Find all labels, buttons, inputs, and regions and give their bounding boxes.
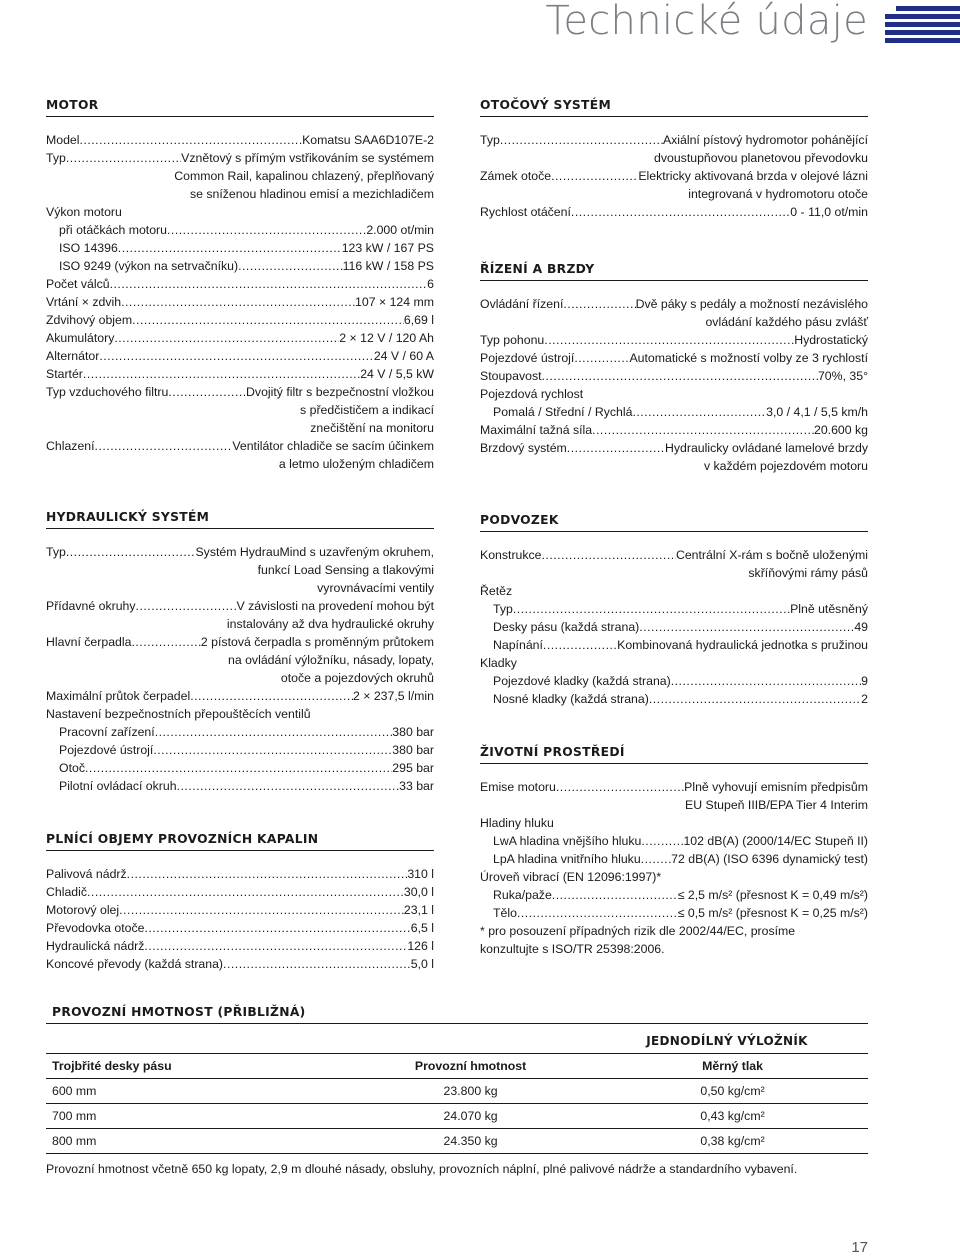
brand-stripes-logo: [885, 6, 960, 46]
table-cell: 23.800 kg: [344, 1079, 597, 1104]
spec-label: při otáčkách motoru: [59, 223, 167, 237]
table-cell: 24.070 kg: [344, 1104, 597, 1129]
spec-value: 2 pístová čerpadla s proměnným průtokem: [200, 635, 434, 649]
spec-row: [480, 636, 868, 654]
spec-label: Typ pohonu: [480, 333, 545, 347]
spec-row: [480, 690, 868, 708]
spec-label: Koncové převody (každá strana): [46, 957, 224, 971]
spec-label: Napínání: [493, 638, 543, 652]
dot-leader: [85, 759, 392, 777]
spec-row: [46, 777, 434, 795]
spec-label: Typ: [480, 133, 500, 147]
spec-value-continuation: instalovány až dva hydraulické okruhy: [226, 617, 434, 631]
weight-table: [46, 1054, 868, 1154]
spec-label: Pracovní zařízení: [59, 725, 155, 739]
spec-value: Plně vyhovují emisním předpisům: [684, 780, 868, 794]
spec-value-continuation: vyrovnávacími ventily: [317, 581, 434, 595]
dot-leader: [95, 437, 233, 455]
spec-value-continuation: znečištění na monitoru: [310, 421, 434, 435]
spec-value-continuation: a letmo uloženým chladičem: [278, 457, 434, 471]
spec-value: Plně utěsněný: [790, 602, 868, 616]
spec-value-continuation: se sníženou hladinou emisí a mezichladičem: [189, 187, 434, 201]
spec-value: 33 bar: [399, 779, 434, 793]
dot-leader: [238, 257, 343, 275]
dot-leader: [517, 904, 678, 922]
spec-value: 24 V / 5,5 kW: [360, 367, 434, 381]
spec-row: [46, 347, 434, 365]
section-steering-brakes: [480, 262, 868, 475]
table-row: [46, 1129, 868, 1154]
spec-row: [46, 865, 434, 883]
spec-row: [480, 295, 868, 313]
spec-label: Chladič: [46, 885, 88, 899]
section-swing-system: [480, 98, 868, 221]
section-title: PLNÍCÍ OBJEMY PROVOZNÍCH KAPALIN: [46, 832, 434, 851]
spec-subheading: * pro posouzení případných rizik dle 2002/44/EC, prosíme: [480, 924, 796, 938]
section-motor: [46, 98, 434, 473]
spec-label: Převodovka otoče: [46, 921, 145, 935]
spec-label: Alternátor: [46, 349, 100, 363]
dot-leader: [649, 690, 861, 708]
section-operating-weight: [46, 1005, 868, 1178]
spec-label: Pojezdové ústrojí: [59, 743, 154, 757]
spec-value: 23,1 l: [403, 903, 434, 917]
spec-label: Akumulátory: [46, 331, 115, 345]
dot-leader: [66, 149, 181, 167]
spec-row: [480, 439, 868, 457]
section-title: OTOČOVÝ SYSTÉM: [480, 98, 868, 117]
spec-row: [46, 293, 434, 311]
page-number: 17: [851, 1239, 868, 1256]
spec-label: Tělo: [493, 906, 517, 920]
section-title: HYDRAULICKÝ SYSTÉM: [46, 510, 434, 529]
boom-header: JEDNODÍLNÝ VÝLOŽNÍK: [46, 1034, 868, 1054]
spec-value-continuation: s předčističem a indikací: [300, 403, 434, 417]
spec-label: Přídavné okruhy: [46, 599, 136, 613]
spec-subheading: Hladiny hluku: [480, 816, 554, 830]
dot-leader: [544, 331, 794, 349]
spec-row: [46, 955, 434, 973]
dot-leader: [567, 439, 665, 457]
spec-label: LpA hladina vnitřního hluku: [493, 852, 641, 866]
column-header: Měrný tlak: [597, 1054, 868, 1079]
spec-subheading: konzultujte s ISO/TR 25398:2006.: [480, 942, 665, 956]
spec-value: 380 bar: [392, 743, 434, 757]
table-cell: 800 mm: [46, 1129, 344, 1154]
spec-row: [480, 167, 868, 185]
spec-row: [46, 919, 434, 937]
spec-label: Typ: [493, 602, 513, 616]
spec-subheading: Výkon motoru: [46, 205, 122, 219]
spec-value: Axiální pístový hydromotor pohánějící: [662, 133, 868, 147]
spec-row: [480, 203, 868, 221]
spec-label: Desky pásu (každá strana): [493, 620, 640, 634]
dot-leader: [177, 777, 400, 795]
spec-row: [46, 687, 434, 705]
table-cell: 0,50 kg/cm²: [597, 1079, 868, 1104]
spec-row: [480, 832, 868, 850]
spec-label: Počet válců: [46, 277, 110, 291]
spec-value: Dvě páky s pedály a možností nezávislého: [635, 297, 868, 311]
spec-value: Centrální X-rám s bočně uloženými: [675, 548, 868, 562]
dot-leader: [223, 955, 411, 973]
section-undercarriage: [480, 513, 868, 708]
spec-value: Kombinovaná hydraulická jednotka s pružinou: [617, 638, 868, 652]
dot-leader: [556, 778, 684, 796]
spec-row: [46, 633, 434, 651]
dot-leader: [99, 347, 374, 365]
table-cell: 24.350 kg: [344, 1129, 597, 1154]
dot-leader: [639, 618, 854, 636]
spec-subheading: Nastavení bezpečnostních přepouštěcích ventilů: [46, 707, 311, 721]
spec-row: [480, 850, 868, 868]
spec-label: Stoupavost: [480, 369, 542, 383]
spec-subheading: Kladky: [480, 656, 517, 670]
section-title: ŘÍZENÍ A BRZDY: [480, 262, 868, 281]
dot-leader: [671, 672, 861, 690]
spec-row: [46, 901, 434, 919]
spec-row: [46, 759, 434, 777]
spec-value: 0 - 11,0 ot/min: [790, 205, 868, 219]
spec-row: [480, 778, 868, 796]
spec-label: Model: [46, 133, 80, 147]
spec-value: Dvojitý filtr s bezpečnostní vložkou: [246, 385, 434, 399]
spec-subheading: Úroveň vibrací (EN 12096:1997)*: [480, 870, 662, 884]
dot-leader: [83, 365, 360, 383]
spec-value-continuation: dvoustupňovou planetovou převodovku: [654, 151, 868, 165]
spec-label: Pojezdové ústrojí: [480, 351, 575, 365]
spec-value-continuation: otoče a pojezdových okruhů: [280, 671, 434, 685]
dot-leader: [563, 295, 635, 313]
spec-value: 30,0 l: [403, 885, 434, 899]
spec-label: Ovládání řízení: [480, 297, 564, 311]
spec-row: [46, 741, 434, 759]
spec-row: [46, 597, 434, 615]
dot-leader: [114, 329, 339, 347]
spec-value: Hydraulicky ovládané lamelové brzdy: [665, 441, 868, 455]
spec-row: [480, 131, 868, 149]
spec-row: [46, 149, 434, 167]
table-cell: 0,38 kg/cm²: [597, 1129, 868, 1154]
section-fluid-capacities: [46, 832, 434, 973]
spec-value: 126 l: [407, 939, 434, 953]
spec-value-continuation: Common Rail, kapalinou chlazený, přeplňovaný: [174, 169, 434, 183]
dot-leader: [167, 221, 366, 239]
spec-row: [480, 904, 868, 922]
spec-subheading: Řetěz: [480, 584, 513, 598]
column-header: Provozní hmotnost: [344, 1054, 597, 1079]
spec-value: 9: [861, 674, 868, 688]
dot-leader: [500, 131, 663, 149]
spec-value-continuation: EU Stupeň IIIB/EPA Tier 4 Interim: [685, 798, 868, 812]
spec-value: 70%, 35°: [817, 369, 868, 383]
spec-label: Pomalá / Střední / Rychlá: [493, 405, 633, 419]
dot-leader: [66, 543, 196, 561]
spec-row: [46, 543, 434, 561]
spec-value: 72 dB(A) (ISO 6396 dynamický test): [671, 852, 868, 866]
spec-label: ISO 9249 (výkon na setrvačníku): [59, 259, 239, 273]
section-environment: [480, 745, 868, 958]
dot-leader: [144, 937, 407, 955]
table-row: [46, 1104, 868, 1129]
spec-row: [480, 403, 868, 421]
spec-value-continuation: funkcí Load Sensing a tlakovými: [257, 563, 434, 577]
spec-row: [480, 600, 868, 618]
spec-label: Pilotní ovládací okruh: [59, 779, 177, 793]
dot-leader: [131, 633, 200, 651]
dot-leader: [110, 275, 428, 293]
spec-value: 6: [427, 277, 434, 291]
table-cell: 600 mm: [46, 1079, 344, 1104]
spec-value-continuation: na ovládání výložníku, násady, lopaty,: [228, 653, 434, 667]
spec-label: LwA hladina vnějšího hluku: [493, 834, 642, 848]
section-title: MOTOR: [46, 98, 434, 117]
spec-value: 24 V / 60 A: [373, 349, 434, 363]
spec-value: Komatsu SAA6D107E-2: [302, 133, 434, 147]
spec-value: 380 bar: [392, 725, 434, 739]
spec-value: 295 bar: [392, 761, 434, 775]
spec-subheading: Pojezdová rychlost: [480, 387, 584, 401]
spec-value: 6,5 l: [410, 921, 434, 935]
spec-row: [480, 672, 868, 690]
spec-value: Elektricky aktivovaná brzda v olejové lázni: [638, 169, 868, 183]
spec-label: Hydraulická nádrž: [46, 939, 145, 953]
spec-value: 310 l: [407, 867, 434, 881]
dot-leader: [121, 293, 355, 311]
dot-leader: [551, 167, 638, 185]
spec-row: [480, 618, 868, 636]
spec-value: 2.000 ot/min: [366, 223, 434, 237]
dot-leader: [132, 311, 404, 329]
spec-label: Palivová nádrž: [46, 867, 127, 881]
spec-label: Hlavní čerpadla: [46, 635, 132, 649]
spec-row: [46, 275, 434, 293]
spec-value: 2: [861, 692, 868, 706]
spec-row: [46, 329, 434, 347]
dot-leader: [574, 349, 629, 367]
spec-label: Typ vzduchového filtru: [46, 385, 169, 399]
spec-label: Nosné kladky (každá strana): [493, 692, 649, 706]
spec-label: Maximální tažná síla: [480, 423, 593, 437]
dot-leader: [144, 919, 410, 937]
section-hydraulic-system: [46, 510, 434, 795]
spec-row: [46, 365, 434, 383]
spec-value: 102 dB(A) (2000/14/EC Stupeň II): [683, 834, 868, 848]
dot-leader: [632, 403, 766, 421]
dot-leader: [513, 600, 790, 618]
dot-leader: [592, 421, 814, 439]
spec-label: Motorový olej: [46, 903, 120, 917]
spec-value: 5,0 l: [410, 957, 434, 971]
spec-value: 20.600 kg: [813, 423, 868, 437]
spec-row: [480, 331, 868, 349]
spec-row: [46, 937, 434, 955]
spec-label: Pojezdové kladky (každá strana): [493, 674, 671, 688]
spec-label: Maximální průtok čerpadel: [46, 689, 191, 703]
spec-label: Chlazení: [46, 439, 95, 453]
dot-leader: [80, 131, 303, 149]
spec-value: V závislosti na provedení mohou být: [236, 599, 434, 613]
dot-leader: [87, 883, 404, 901]
spec-label: Emise motoru: [480, 780, 556, 794]
spec-label: Brzdový systém: [480, 441, 567, 455]
spec-row: [480, 349, 868, 367]
spec-label: Vrtání × zdvih: [46, 295, 122, 309]
section-title: PODVOZEK: [480, 513, 868, 532]
spec-label: Ruka/paže: [493, 888, 552, 902]
spec-label: Zámek otoče: [480, 169, 552, 183]
spec-value: 116 kW / 158 PS: [342, 259, 434, 273]
dot-leader: [153, 741, 392, 759]
dot-leader: [542, 546, 676, 564]
dot-leader: [641, 832, 683, 850]
spec-label: Konstrukce: [480, 548, 542, 562]
dot-leader: [552, 886, 678, 904]
column-header: Trojbřité desky pásu: [46, 1054, 344, 1079]
spec-value: 2 × 12 V / 120 Ah: [339, 331, 434, 345]
spec-label: ISO 14396: [59, 241, 118, 255]
spec-value-continuation: skříňovými rámy pásů: [748, 566, 868, 580]
spec-value: Hydrostatický: [794, 333, 868, 347]
spec-value: 107 × 124 mm: [355, 295, 434, 309]
section-title: PROVOZNÍ HMOTNOST (PŘIBLIŽNÁ): [46, 1005, 868, 1024]
table-cell: 0,43 kg/cm²: [597, 1104, 868, 1129]
spec-value: 123 kW / 167 PS: [341, 241, 434, 255]
spec-row: [46, 311, 434, 329]
section-title: ŽIVOTNÍ PROSTŘEDÍ: [480, 745, 868, 764]
spec-row: [46, 239, 434, 257]
spec-label: Otoč: [59, 761, 85, 775]
spec-value-continuation: integrovaná v hydromotoru otoče: [688, 187, 868, 201]
dot-leader: [118, 239, 342, 257]
dot-leader: [119, 901, 404, 919]
spec-value: Vznětový s přímým vstřikováním se systémem: [181, 151, 434, 165]
spec-value: Ventilátor chladiče se sacím účinkem: [232, 439, 434, 453]
spec-value: 3,0 / 4,1 / 5,5 km/h: [766, 405, 868, 419]
spec-row: [46, 221, 434, 239]
spec-value: Automatické s možností volby ze 3 rychlostí: [629, 351, 868, 365]
dot-leader: [543, 636, 617, 654]
spec-row: [46, 383, 434, 401]
dot-leader: [155, 723, 393, 741]
spec-label: Startér: [46, 367, 83, 381]
spec-label: Zdvihový objem: [46, 313, 133, 327]
weight-note: Provozní hmotnost včetně 650 kg lopaty, 2,9 m dlouhé násady, obsluhy, provozních náplní, plné palivové nádrže a standardního vybavení.: [46, 1162, 798, 1176]
spec-row: [480, 421, 868, 439]
dot-leader: [542, 367, 818, 385]
spec-value: 49: [854, 620, 868, 634]
spec-row: [46, 883, 434, 901]
spec-label: Typ: [46, 545, 66, 559]
spec-value: ≤ 0,5 m/s² (přesnost K = 0,25 m/s²): [677, 906, 868, 920]
table-header-row: [46, 1054, 868, 1079]
spec-row: [46, 437, 434, 455]
spec-row: [46, 257, 434, 275]
dot-leader: [127, 865, 408, 883]
spec-row: [480, 886, 868, 904]
dot-leader: [190, 687, 353, 705]
spec-value: Systém HydrauMind s uzavřeným okruhem,: [195, 545, 434, 559]
page-title: Technické údaje: [545, 0, 868, 44]
table-cell: 700 mm: [46, 1104, 344, 1129]
spec-value-continuation: v každém pojezdovém motoru: [703, 459, 868, 473]
spec-label: Rychlost otáčení: [480, 205, 571, 219]
spec-value: 6,69 l: [403, 313, 434, 327]
spec-row: [480, 546, 868, 564]
spec-value-continuation: ovládání každého pásu zvlášť: [705, 315, 868, 329]
spec-label: Typ: [46, 151, 66, 165]
spec-value: 2 × 237,5 l/min: [352, 689, 434, 703]
dot-leader: [641, 850, 671, 868]
spec-row: [46, 723, 434, 741]
dot-leader: [571, 203, 790, 221]
table-row: [46, 1079, 868, 1104]
spec-row: [46, 131, 434, 149]
dot-leader: [168, 383, 246, 401]
dot-leader: [136, 597, 237, 615]
spec-value: ≤ 2,5 m/s² (přesnost K = 0,49 m/s²): [677, 888, 868, 902]
spec-row: [480, 367, 868, 385]
